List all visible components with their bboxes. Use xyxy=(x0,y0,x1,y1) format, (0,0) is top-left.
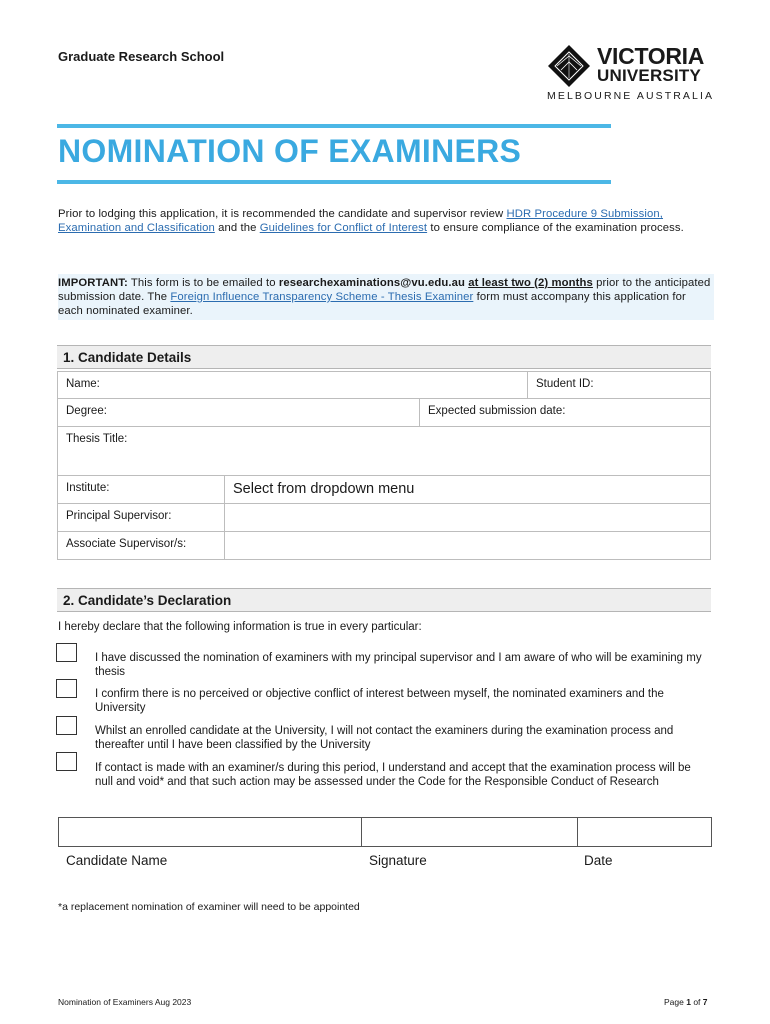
section-1-heading: 1. Candidate Details xyxy=(57,345,711,369)
signature-label: Signature xyxy=(369,853,427,868)
footer-page-number xyxy=(664,997,708,1007)
principal-supervisor-input[interactable] xyxy=(225,504,711,532)
page-mid: of xyxy=(690,997,703,1007)
conflict-of-interest-link[interactable]: Guidelines for Conflict of Interest xyxy=(259,222,428,234)
name-field[interactable] xyxy=(57,371,528,399)
declaration-checkbox-4[interactable] xyxy=(56,752,77,771)
candidate-name-label: Candidate Name xyxy=(66,853,168,868)
thesis-title-label: Thesis Title: xyxy=(66,433,128,445)
declaration-checkbox-1[interactable] xyxy=(56,643,77,662)
page-current: 1 xyxy=(686,997,691,1007)
degree-field[interactable] xyxy=(57,399,420,427)
declaration-item-4: If contact is made with an examiner/s during this period, I understand and accept that the examination process will be null and void* and that such action may be assessed under the Code for the Responsible Conduct of Research xyxy=(95,762,691,788)
footer-document-name: Nomination of Examiners Aug 2023 xyxy=(58,997,192,1007)
candidate-name-input[interactable] xyxy=(58,817,362,847)
associate-supervisor-label-cell xyxy=(57,532,225,560)
title-rule-bottom xyxy=(57,180,611,184)
student-id-field[interactable] xyxy=(528,371,711,399)
institute-label: Institute: xyxy=(66,482,110,494)
thesis-title-field[interactable] xyxy=(57,427,711,476)
title-rule-top xyxy=(57,124,611,128)
page-title: NOMINATION OF EXAMINERS xyxy=(58,133,522,169)
important-text-4: form must accompany this application for each nominated examiner. xyxy=(58,291,686,317)
principal-supervisor-label: Principal Supervisor: xyxy=(66,510,172,522)
signature-input[interactable] xyxy=(361,817,578,847)
section-2-heading: 2. Candidate’s Declaration xyxy=(57,588,711,612)
institute-label-cell xyxy=(57,476,225,504)
institute-dropdown-value: Select from dropdown menu xyxy=(233,481,415,497)
name-label: Name: xyxy=(66,378,100,390)
foreign-influence-scheme-link[interactable]: Foreign Influence Transparency Scheme - Thesis Examiner xyxy=(170,291,474,303)
important-text-1: This form is to be emailed to xyxy=(127,277,279,289)
declaration-item-3: Whilst an enrolled candidate at the University, I will not contact the examiners during the examination process and thereafter until I have been classified by the University xyxy=(95,725,674,751)
hdr-procedure-link[interactable]: HDR Procedure 9 Submission, Examination and Classification xyxy=(58,208,663,234)
principal-supervisor-label-cell xyxy=(57,504,225,532)
header-school-name: Graduate Research School xyxy=(58,49,225,64)
page-prefix: Page xyxy=(664,997,687,1007)
important-email: researchexaminations@vu.edu.au xyxy=(278,277,465,289)
intro-text-1: Prior to lodging this application, it is recommended the candidate and supervisor review xyxy=(58,208,507,220)
intro-text-3: to ensure compliance of the examination process. xyxy=(427,222,684,234)
page-total: 7 xyxy=(702,997,708,1007)
date-input[interactable] xyxy=(577,817,712,847)
degree-label: Degree: xyxy=(66,405,107,417)
declaration-checkbox-3[interactable] xyxy=(56,716,77,735)
important-notice xyxy=(58,274,714,320)
intro-text-2: and the xyxy=(214,222,260,234)
important-text-3: prior to the anticipated submission date. The xyxy=(58,277,711,303)
logo-melbourne-australia: MELBOURNE AUSTRALIA xyxy=(547,90,715,102)
logo-victoria: VICTORIA xyxy=(597,43,705,69)
declaration-item-2: I confirm there is no perceived or objective conflict of interest between myself, the nominated examiners and the University xyxy=(95,688,664,714)
footnote: *a replacement nomination of examiner will need to be appointed xyxy=(58,901,360,913)
declaration-intro: I hereby declare that the following information is true in every particular: xyxy=(58,621,422,633)
submission-date-label: Expected submission date: xyxy=(428,405,566,417)
victoria-university-logo-icon xyxy=(547,44,591,88)
associate-supervisor-input[interactable] xyxy=(225,532,711,560)
university-logo xyxy=(545,44,720,104)
institute-dropdown[interactable] xyxy=(225,476,711,504)
submission-date-field[interactable] xyxy=(420,399,711,427)
declaration-item-1: I have discussed the nomination of examiners with my principal supervisor and I am aware of who will be examining my thesis xyxy=(95,652,702,678)
important-deadline: at least two (2) months xyxy=(468,277,593,289)
date-label: Date xyxy=(584,853,613,868)
student-id-label: Student ID: xyxy=(536,378,594,390)
logo-university: UNIVERSITY xyxy=(597,66,702,85)
intro-paragraph xyxy=(58,207,714,235)
important-label: IMPORTANT: xyxy=(58,277,128,289)
declaration-checkbox-2[interactable] xyxy=(56,679,77,698)
associate-supervisor-label: Associate Supervisor/s: xyxy=(66,538,187,550)
